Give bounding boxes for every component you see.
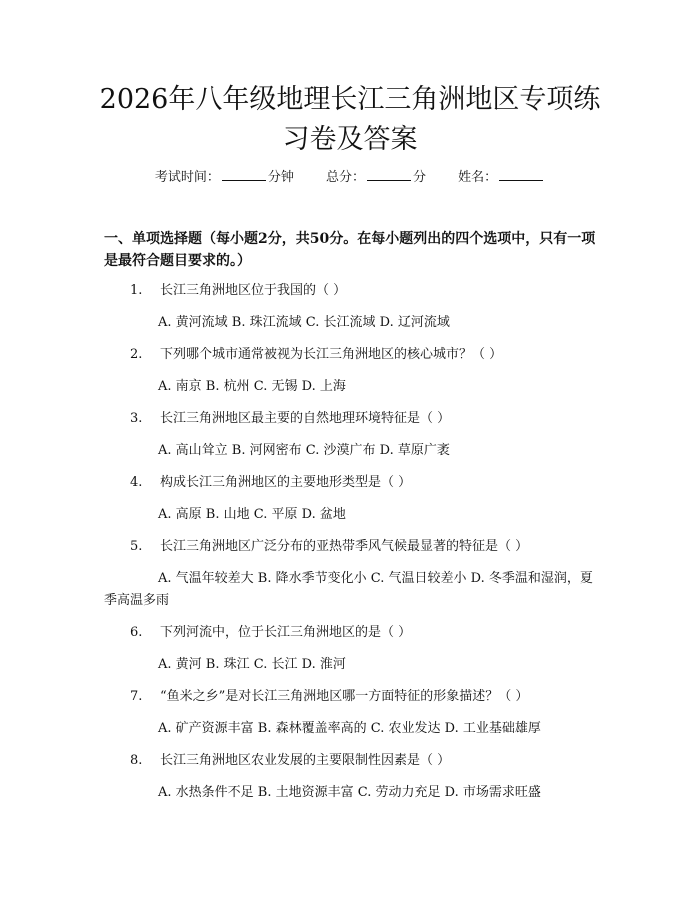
- question: [104, 686, 602, 740]
- question: [104, 750, 602, 804]
- question-stem: 长江三角洲地区农业发展的主要限制性因素是（ ）: [160, 753, 451, 768]
- name-blank: [499, 168, 543, 181]
- question: [104, 622, 602, 676]
- score-blank: [367, 168, 411, 181]
- question-options: A. 气温年较差大 B. 降水季节变化小 C. 气温日较差小 D. 冬季温和湿润，夏季高温多雨: [104, 571, 593, 608]
- exam-score: [326, 168, 426, 188]
- question-options: A. 南京 B. 杭州 C. 无锡 D. 上海: [158, 379, 346, 394]
- question-stem: 长江三角洲地区最主要的自然地理环境特征是（ ）: [160, 411, 451, 426]
- section-heading: 一、单项选择题（每小题2分，共50分。在每小题列出的四个选项中，只有一项是最符合题目要求的。）: [104, 231, 596, 269]
- time-label: 考试时间：: [154, 170, 220, 185]
- question-stem: 下列哪个城市通常被视为长江三角洲地区的核心城市？（ ）: [160, 347, 503, 362]
- question-number: 8.: [130, 753, 143, 768]
- question-options: A. 矿产资源丰富 B. 森林覆盖率高的 C. 农业发达 D. 工业基础雄厚: [158, 721, 541, 736]
- question-stem: 构成长江三角洲地区的主要地形类型是（ ）: [160, 475, 412, 490]
- question: [104, 344, 602, 398]
- question-stem: 下列河流中，位于长江三角洲地区的是（ ）: [160, 625, 412, 640]
- question-number: 7.: [130, 689, 143, 704]
- question: [104, 280, 602, 334]
- exam-name: [458, 168, 545, 188]
- question-options: A. 黄河 B. 珠江 C. 长江 D. 淮河: [158, 657, 346, 672]
- document-title: 2026年八年级地理长江三角洲地区专项练习卷及答案: [99, 84, 601, 155]
- score-unit: 分: [413, 170, 427, 185]
- time-blank: [222, 168, 266, 181]
- question-number: 5.: [130, 539, 143, 554]
- question-stem: “鱼米之乡”是对长江三角洲地区哪一方面特征的形象描述？（ ）: [160, 689, 529, 704]
- question-number: 2.: [130, 347, 143, 362]
- question: [104, 408, 602, 462]
- question-number: 6.: [130, 625, 143, 640]
- time-unit: 分钟: [267, 170, 294, 185]
- score-label: 总分：: [325, 170, 365, 185]
- question-options: A. 水热条件不足 B. 土地资源丰富 C. 劳动力充足 D. 市场需求旺盛: [158, 785, 541, 800]
- exam-meta: [0, 168, 700, 188]
- question-number: 1.: [130, 283, 143, 298]
- question-options: A. 高原 B. 山地 C. 平原 D. 盆地: [158, 507, 346, 522]
- question: [104, 472, 602, 526]
- question-stem: 长江三角洲地区广泛分布的亚热带季风气候最显著的特征是（ ）: [160, 539, 529, 554]
- exam-time: [155, 168, 294, 188]
- question-number: 4.: [130, 475, 143, 490]
- question: [104, 536, 602, 612]
- question-options: A. 高山耸立 B. 河网密布 C. 沙漠广布 D. 草原广袤: [158, 443, 450, 458]
- name-label: 姓名：: [458, 170, 498, 185]
- question-stem: 长江三角洲地区位于我国的（ ）: [160, 283, 347, 298]
- question-number: 3.: [130, 411, 143, 426]
- question-options: A. 黄河流域 B. 珠江流域 C. 长江流域 D. 辽河流域: [158, 315, 450, 330]
- question-list: [104, 280, 602, 814]
